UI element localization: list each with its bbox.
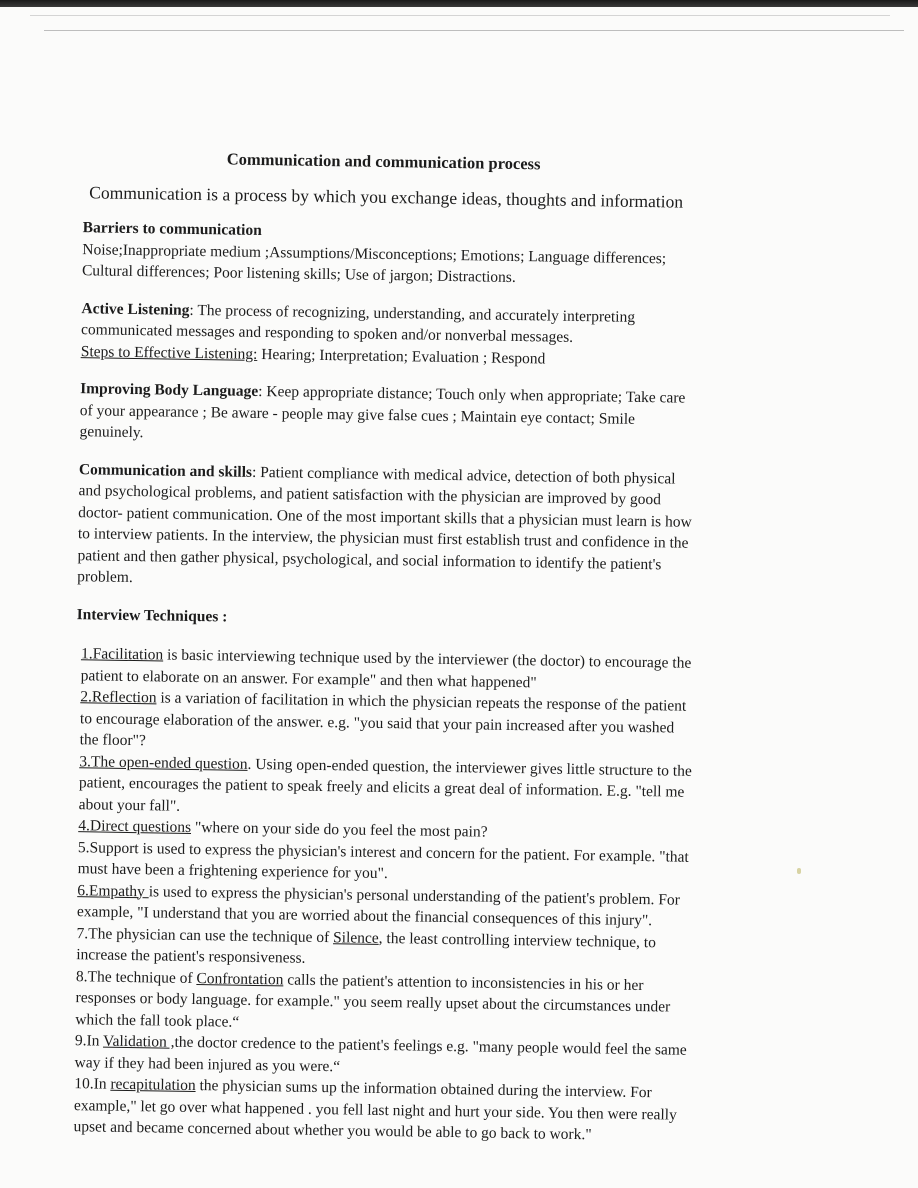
technique-term: 3.The open-ended question: [79, 752, 248, 773]
section-active-listening: [81, 298, 700, 372]
section-communication-skills: [77, 459, 697, 598]
page-title: Communication and communication process: [226, 149, 541, 174]
technique-text: calls the patient's attention to inconsistencies in his or her responses or body language. for example." you seem really upset about the circumstances under which the fall took place.“: [75, 970, 671, 1031]
scan-line-top: [30, 15, 890, 16]
technique-term: 4.Direct questions: [78, 817, 192, 836]
document-page: [56, 146, 701, 1147]
technique-prefix: 9.In: [74, 1032, 104, 1050]
technique-text: the physician sums up the information obtained during the interview. For example," let go over what happened . you fell last night and hurt your side. You then were really upset and became concerned about whether you would be able to go back to work.": [73, 1077, 677, 1144]
scan-line: [44, 30, 904, 31]
technique-term: 1.Facilitation: [80, 645, 164, 664]
section-barriers: [82, 217, 701, 291]
technique-text: is basic interviewing technique used by the interviewer (the doctor) to encourage the patient to elaborate on an answer. For example" and then what happened": [80, 646, 692, 691]
technique-text: 5.Support is used to express the physician's interest and concern for the patient. For example. "that must have been a frightening experience for you".: [77, 838, 689, 883]
section-interview-techniques: [68, 604, 694, 1148]
active-listening-heading: Active Listening: [81, 299, 190, 319]
scan-edge-shadow: [0, 0, 918, 7]
technique-text: is used to express the physician's personal understanding of the patient's problem. For example, "I understand that you are worried about the financial consequences of this injury".: [76, 882, 681, 930]
body-language-heading: Improving Body Language: [80, 380, 259, 400]
technique-text: "where on your side do you feel the most pain?: [190, 818, 488, 841]
technique-text: is a variation of facilitation in which the physician repeats the response of the patient to encourage elaboration of the answer. e.g. "you said that your pain increased after you washed the floor"?: [79, 689, 687, 750]
technique-prefix: 7.The physician can use the technique of: [76, 924, 334, 946]
technique-item: [73, 1073, 687, 1147]
technique-text: , the least controlling interview technique, to increase the patient's responsiveness.: [76, 929, 657, 967]
barriers-text: Noise;Inappropriate medium ;Assumptions/Misconceptions; Emotions; Language differences; Cultural differences; Poor listening skills; Use of jargon; Distractions.: [81, 240, 667, 286]
section-body-language: [79, 378, 698, 452]
technique-term: 6.Empathy: [77, 881, 149, 900]
technique-text: the doctor credence to the patient's feelings e.g. "many people would feel the same way if they had been injured as you were.“: [74, 1033, 687, 1075]
skills-heading: Communication and skills: [78, 460, 253, 481]
technique-text: . Using open-ended question, the interviewer gives little structure to the patient, encourages the patient to speak freely and elicits a great deal of information. E.g. "tell me about your fall".: [78, 755, 692, 815]
technique-term: Confrontation: [196, 969, 284, 988]
active-listening-text: : The process of recognizing, understanding, and accurately interpreting communicated messages and responding to spoken and/or nonverbal messages.: [80, 301, 636, 346]
technique-prefix: 10.In: [74, 1075, 111, 1093]
technique-term: 2.Reflection: [80, 688, 157, 707]
intro-paragraph: Communication is a process by which you exchange ideas, thoughts and information: [89, 182, 684, 212]
technique-item: [80, 686, 694, 760]
steps-label: Steps to Effective Listening:: [80, 342, 258, 363]
technique-term: Validation ,: [102, 1032, 175, 1051]
body-language-text: : Keep appropriate distance; Touch only when appropriate; Take care of your appearance ; Be aware - people may give false cues ; Maintain eye contact; Smile genuinely.: [79, 382, 686, 442]
barriers-heading: Barriers to communication: [82, 219, 262, 239]
technique-item: [78, 751, 692, 825]
steps-text: Hearing; Interpretation; Evaluation ; Respond: [257, 345, 546, 367]
technique-prefix: 8.The technique of: [75, 967, 197, 987]
skills-text: : Patient compliance with medical advice, detection of both physical and psychological problems, and patient satisfaction with the physician are improved by good doctor- patient communication. One of the most important skills that a physician must learn is how to interview patients. In the interview, the physician must first establish trust and confidence in the patient and then gather physical, psychological, and social information to identify the patient's problem.: [77, 463, 692, 587]
scan-speck: [797, 868, 801, 874]
technique-term: recapitulation: [110, 1075, 196, 1095]
interview-heading: Interview Techniques :: [76, 605, 228, 625]
technique-item: [75, 966, 689, 1040]
technique-term: Silence: [333, 928, 379, 947]
